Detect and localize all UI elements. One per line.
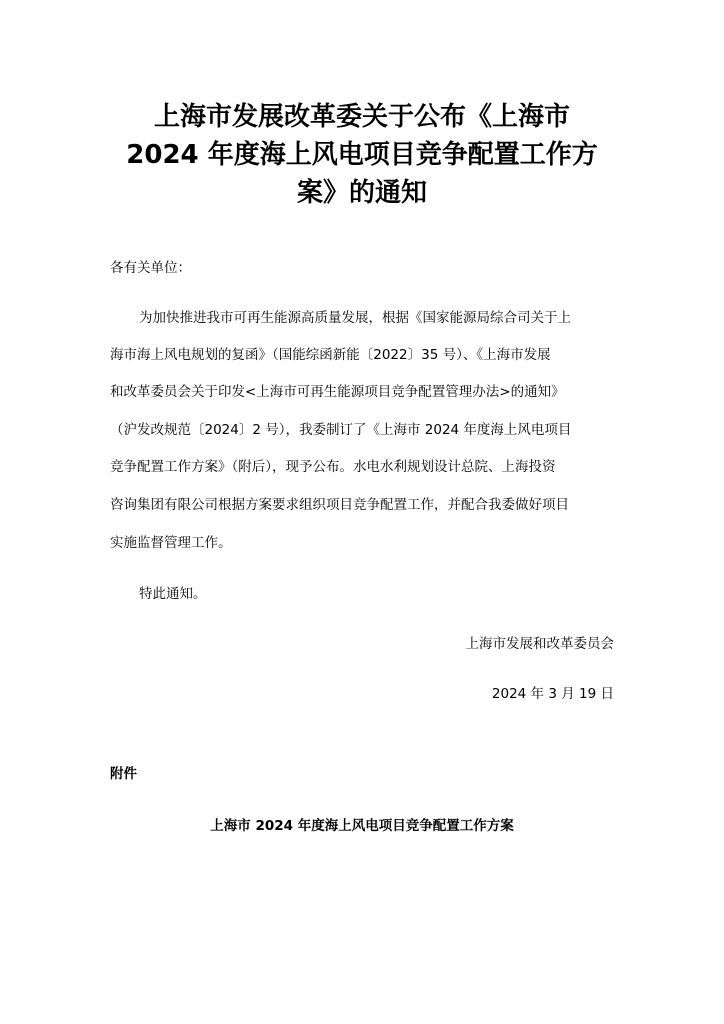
signature: 上海市发展和改革委员会 xyxy=(465,636,614,652)
title-line-3: 案》的通知 xyxy=(296,178,427,208)
salutation: 各有关单位： xyxy=(110,260,191,276)
body-line-3: 和改革委员会关于印发<上海市可再生能源项目竞争配置管理办法>的通知》 xyxy=(110,384,565,400)
body-line-2: 海市海上风电规划的复函》（国能综函新能〔2022〕35 号）、《上海市发展 xyxy=(110,347,551,363)
attachment-title: 上海市 2024 年度海上风电项目竞争配置工作方案 xyxy=(210,818,514,834)
document-date: 2024 年 3 月 19 日 xyxy=(491,686,614,702)
title-line-1: 上海市发展改革委关于公布《上海市 xyxy=(153,102,570,132)
body-line-4: （沪发改规范〔2024〕2 号），我委制订了《上海市 2024 年度海上风电项目 xyxy=(110,422,572,438)
body-line-1: 为加快推进我市可再生能源高质量发展，根据《国家能源局综合司关于上 xyxy=(139,310,571,326)
closing-text: 特此通知。 xyxy=(139,586,207,602)
body-line-6: 咨询集团有限公司根据方案要求组织项目竞争配置工作，并配合我委做好项目 xyxy=(110,497,569,513)
body-line-5: 竞争配置工作方案》（附后），现予公布。水电水利规划设计总院、上海投资 xyxy=(110,459,556,475)
document-title xyxy=(100,98,624,212)
attachment-label: 附件 xyxy=(110,766,137,782)
body-line-7: 实施监督管理工作。 xyxy=(110,535,232,551)
title-line-2: 2024 年度海上风电项目竞争配置工作方 xyxy=(126,140,598,170)
